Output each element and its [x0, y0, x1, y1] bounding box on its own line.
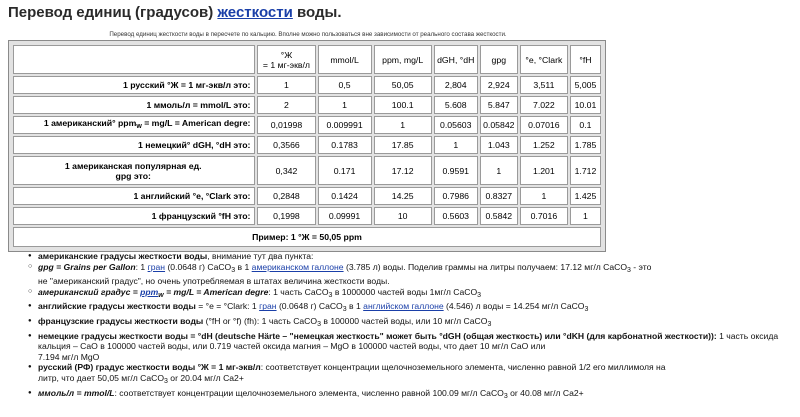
page-title: Перевод единиц (градусов) жесткости воды. [8, 4, 342, 21]
list-item: ● английские градусы жесткости воды = °e = °Clark: 1 гран (0.0648 г) CaCO$_3$ в 1 английском галлоне (4.546) л воды = 14.254 мг/л CaCO$_3$ [38, 301, 798, 316]
table-cell: 10 [374, 207, 432, 225]
table-cell: 7.022 [520, 96, 568, 114]
header-dgh: dGH, °dH [434, 45, 478, 74]
ppm-link[interactable]: ppm [140, 286, 159, 297]
table-caption: Перевод единиц жесткости воды в пересчете по кальцию. Вполне можно пользоваться вне зависимости от реального состава жесткости. [109, 31, 507, 38]
row-label: 1 английский °e, °Clark это: [13, 187, 255, 205]
table-cell: 0.171 [318, 156, 372, 185]
list-item: ● американские градусы жесткости воды, внимание тут два пункта: ○ gpg = Grains per Gallon: 1 гран (0.0648 г) CaCO$_3$ в 1 американском галлоне (3.785 л) воды. Поделив граммы на литры получаем: 17.12 мг/л CaCO$_3$ - это не "американский градус", но очень употребляемая в штатах величина жесткости воды. ○ американский градус = ppm$_w$ = mg/L = American degre: 1 часть CaCO$_3$ в 1000000 частей воды 1мг/л CaCO$_3$ [38, 251, 798, 301]
table-cell: 0,5 [318, 76, 372, 94]
table-cell: 5.608 [434, 96, 478, 114]
list-item: ● французские градусы жесткости воды (°fH or °f) (fh): 1 часть CaCO$_3$ в 100000 частей воды, или 10 мг/л CaCO$_3$ [38, 316, 798, 331]
header-fh: °fH [570, 45, 601, 74]
row-label: 1 французский °fH это: [13, 207, 255, 225]
table-cell: 50,05 [374, 76, 432, 94]
table-cell: 0.07016 [520, 116, 568, 134]
table-cell: 2 [257, 96, 315, 114]
table-cell: 0.1 [570, 116, 601, 134]
table-cell: 1 [570, 207, 601, 225]
table-cell: 100.1 [374, 96, 432, 114]
table-cell: 1 [480, 156, 518, 185]
table-cell: 17.85 [374, 136, 432, 154]
table-cell: 1 [520, 187, 568, 205]
table-cell: 1.252 [520, 136, 568, 154]
header-mmol: mmol/L [318, 45, 372, 74]
table-cell: 0.05842 [480, 116, 518, 134]
header-rus-line1: °Ж = 1 мг-экв/л [262, 49, 311, 70]
table-cell: 1.712 [570, 156, 601, 185]
table-cell: 5.847 [480, 96, 518, 114]
table-cell: 1 [257, 76, 315, 94]
list-item: ● немецкие градусы жесткости воды = °dH (deutsche Härte – "немецкая жесткость" может быть °dGH (общая жесткость) или °dKH (для карбонатной жесткости)): 1 часть оксида кальция – CaO в 100000 частей воды, или 0.719 частей оксида магния – MgO в 100000 частей воды, что дает 10 мг/л CaO или 7.194 мг/л MgO [38, 331, 798, 363]
table-cell: 3,511 [520, 76, 568, 94]
list-item: ● русский (РФ) градус жесткости воды °Ж = 1 мг-экв/л: соответствует концентрации щелочноземельного элемента, численно равной 1/2 его миллимоля на литр, что дает 50,05 мг/л CaCO$_3$ or 20.04 мг/л Ca2+ [38, 362, 798, 387]
uk-gallon-link[interactable]: английском галлоне [363, 301, 444, 312]
table-cell: 2,924 [480, 76, 518, 94]
table-cell: 0,2848 [257, 187, 315, 205]
table-cell: 5,005 [570, 76, 601, 94]
list-item: ● ммоль/л = mmol/L: соответствует концентрации щелочноземельного элемента, численно равной 100.09 мг/л CaCO$_3$ or 40.08 мг/л Ca2+ [38, 388, 798, 403]
table-row [13, 96, 601, 114]
row-label: 1 американская популярная ед. gpg это: [13, 156, 255, 185]
gran-link[interactable]: гран [147, 261, 166, 272]
list-item: ○ американский градус = ppm$_w$ = mg/L = American degre: 1 часть CaCO$_3$ в 1000000 частей воды 1мг/л CaCO$_3$ [38, 287, 798, 302]
table-example-row [13, 227, 601, 247]
table-cell: 0,1998 [257, 207, 315, 225]
table-row [13, 156, 601, 185]
table-cell: 0.9591 [434, 156, 478, 185]
table-row [13, 207, 601, 225]
row-label: 1 ммоль/л = mmol/L это: [13, 96, 255, 114]
table-cell: 0.05603 [434, 116, 478, 134]
table-cell: 0.09991 [318, 207, 372, 225]
table-cell: 0,3566 [257, 136, 315, 154]
table-row [13, 116, 601, 134]
header-gpg: gpg [480, 45, 518, 74]
table-cell: 10.01 [570, 96, 601, 114]
table-cell: 0.1424 [318, 187, 372, 205]
table-cell: 14.25 [374, 187, 432, 205]
gran-link-2[interactable]: гран [259, 301, 277, 312]
table-cell: 1.201 [520, 156, 568, 185]
hardness-link[interactable]: жесткости [217, 4, 293, 21]
table-header-row [13, 45, 601, 74]
table-cell: 2,804 [434, 76, 478, 94]
table-row [13, 136, 601, 154]
table-corner-cell [13, 45, 255, 74]
notes-list [38, 251, 798, 402]
table-cell: 1 [318, 96, 372, 114]
table-cell: 1 [434, 136, 478, 154]
header-ppm: ppm, mg/L [374, 45, 432, 74]
table-cell: 0,342 [257, 156, 315, 185]
table-cell: 1.043 [480, 136, 518, 154]
table-row [13, 187, 601, 205]
list-item: ○ gpg = Grains per Gallon: 1 гран (0.0648 г) CaCO$_3$ в 1 американском галлоне (3.785 л) воды. Поделив граммы на литры получаем: 17.12 мг/л CaCO$_3$ - это не "американский градус", но очень употребляемая в штатах величина жесткости воды. [38, 262, 798, 287]
table-cell: 1 [374, 116, 432, 134]
table-cell: 0.8327 [480, 187, 518, 205]
table-cell: 0.1783 [318, 136, 372, 154]
table-cell: 17.12 [374, 156, 432, 185]
conversion-table [8, 40, 606, 252]
table-cell: 0.5842 [480, 207, 518, 225]
table-cell: 1.785 [570, 136, 601, 154]
row-label: 1 американский° ppm$_w$ = mg/L = American degre: [13, 116, 255, 134]
row-label: 1 русский °Ж = 1 мг-экв/л это: [13, 76, 255, 94]
table-cell: 0,01998 [257, 116, 315, 134]
table-cell: 1.425 [570, 187, 601, 205]
table-cell: 0.7986 [434, 187, 478, 205]
example-cell: Пример: 1 °Ж = 50,05 ppm [13, 227, 601, 247]
header-rus [257, 45, 315, 74]
header-clark: °e, °Clark [520, 45, 568, 74]
table-cell: 0.7016 [520, 207, 568, 225]
table-row [13, 76, 601, 94]
row-label: 1 немецкий° dGH, °dH это: [13, 136, 255, 154]
table-cell: 0.5603 [434, 207, 478, 225]
table-cell: 0.009991 [318, 116, 372, 134]
us-gallon-link[interactable]: американском галлоне [251, 261, 344, 272]
